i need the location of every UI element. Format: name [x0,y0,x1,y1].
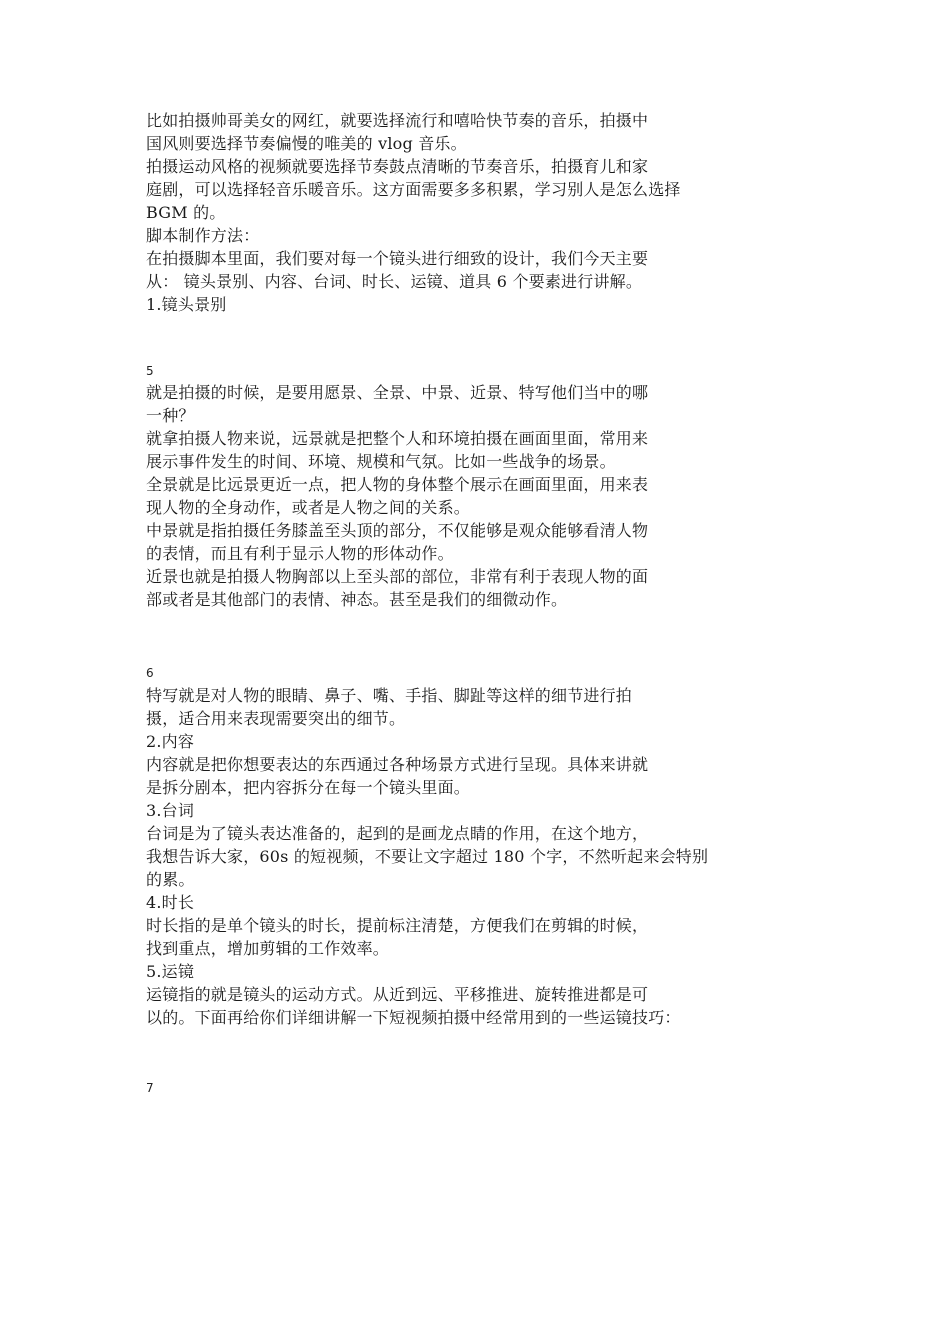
text-line: 就拿拍摄人物来说，远景就是把整个人和环境拍摄在画面里面，常用来 [146,429,649,448]
text-line: 特写就是对人物的眼睛、鼻子、嘴、手指、脚趾等这样的细节进行拍 [146,686,633,705]
text-line: 以的。下面再给你们详细讲解一下短视频拍摄中经常用到的一些运镜技巧： [146,1008,681,1027]
text-line: 摄，适合用来表现需要突出的细节。 [146,709,406,728]
text-line: 近景也就是拍摄人物胸部以上至头部的部位，非常有利于表现人物的面 [146,567,649,586]
text-line: 部或者是其他部门的表情、神态。甚至是我们的细微动作。 [146,590,568,609]
text-line: 现人物的全身动作，或者是人物之间的关系。 [146,498,471,517]
text-line: 展示事件发生的时间、环境、规模和气氛。比如一些战争的场景。 [146,452,616,471]
text-line: 在拍摄脚本里面，我们要对每一个镜头进行细致的设计，我们今天主要 [146,249,649,268]
text-line: 脚本制作方法： [146,226,260,245]
page-number: 6 [146,666,154,680]
text-line: 拍摄运动风格的视频就要选择节奏鼓点清晰的节奏音乐，拍摄育儿和家 [146,157,649,176]
text-line: 从： 镜头景别、内容、台词、时长、运镜、道具 6 个要素进行讲解。 [146,272,643,291]
text-line: 的表情，而且有利于显示人物的形体动作。 [146,544,454,563]
text-line: 时长指的是单个镜头的时长，提前标注清楚，方便我们在剪辑的时候， [146,916,649,935]
text-line: 我想告诉大家，60s 的短视频，不要让文字超过 180 个字，不然听起来会特别 [146,847,709,866]
text-line: 比如拍摄帅哥美女的网红，就要选择流行和嘻哈快节奏的音乐，拍摄中 [146,111,649,130]
section-heading: 4.时长 [146,893,195,912]
text-line: 全景就是比远景更近一点，把人物的身体整个展示在画面里面，用来表 [146,475,649,494]
text-line: 一种？ [146,406,195,425]
text-line: 找到重点，增加剪辑的工作效率。 [146,939,390,958]
text-line: 的累。 [146,870,195,889]
page-number: 7 [146,1081,154,1095]
text-line: 台词是为了镜头表达准备的，起到的是画龙点睛的作用，在这个地方， [146,824,649,843]
page-number: 5 [146,364,154,378]
section-heading: 2.内容 [146,732,195,751]
text-line: 运镜指的就是镜头的运动方式。从近到远、平移推进、旋转推进都是可 [146,985,649,1004]
section-heading: 5.运镜 [146,962,195,981]
text-line: 国风则要选择节奏偏慢的唯美的 vlog 音乐。 [146,134,467,153]
text-line: 内容就是把你想要表达的东西通过各种场景方式进行呈现。具体来讲就 [146,755,649,774]
text-line: BGM 的。 [146,203,226,222]
section-heading: 1.镜头景别 [146,295,227,314]
section-heading: 3.台词 [146,801,195,820]
text-line: 是拆分剧本，把内容拆分在每一个镜头里面。 [146,778,471,797]
text-line: 中景就是指拍摄任务膝盖至头顶的部分，不仅能够是观众能够看清人物 [146,521,649,540]
text-line: 庭剧，可以选择轻音乐暖音乐。这方面需要多多积累，学习别人是怎么选择 [146,180,681,199]
text-line: 就是拍摄的时候，是要用愿景、全景、中景、近景、特写他们当中的哪 [146,383,649,402]
